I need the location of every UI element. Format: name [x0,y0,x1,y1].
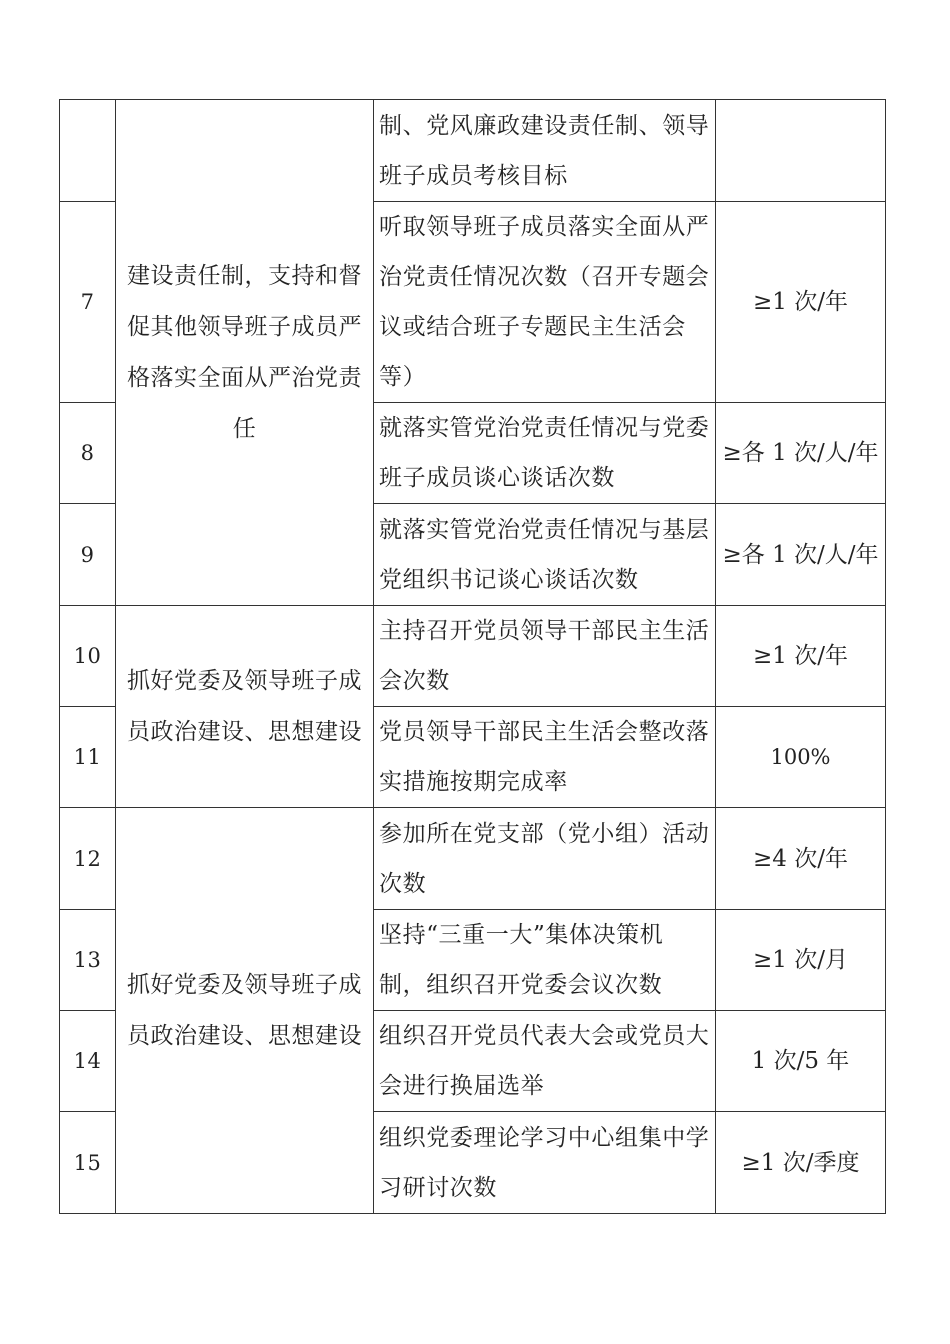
row-number: 10 [60,606,116,707]
responsibility-area: 抓好党委及领导班子成员政治建设、思想建设 [116,606,374,808]
standard-value: 1 次/5 年 [716,1011,886,1112]
standard-value: ≥1 次/年 [716,606,886,707]
indicator-text: 参加所在党支部（党小组）活动次数 [374,808,716,910]
standard-value: ≥1 次/年 [716,202,886,403]
indicator-text: 就落实管党治党责任情况与党委班子成员谈心谈话次数 [374,403,716,504]
indicator-text: 组织召开党员代表大会或党员大会进行换届选举 [374,1011,716,1112]
standard-value: ≥各 1 次/人/年 [716,403,886,504]
standard-value [716,100,886,202]
indicator-text: 听取领导班子成员落实全面从严治党责任情况次数（召开专题会议或结合班子专题民主生活会等） [374,202,716,403]
standard-value: 100% [716,707,886,808]
indicator-text: 党员领导干部民主生活会整改落实措施按期完成率 [374,707,716,808]
responsibility-area: 建设责任制，支持和督促其他领导班子成员严格落实全面从严治党责任 [116,100,374,606]
row-number: 14 [60,1011,116,1112]
table-row [60,808,886,910]
row-number: 7 [60,202,116,403]
standard-value: ≥1 次/月 [716,910,886,1011]
row-number: 15 [60,1112,116,1214]
indicator-text: 组织党委理论学习中心组集中学习研讨次数 [374,1112,716,1214]
indicator-text: 就落实管党治党责任情况与基层党组织书记谈心谈话次数 [374,504,716,606]
table-row [60,606,886,707]
row-number [60,100,116,202]
standard-value: ≥1 次/季度 [716,1112,886,1214]
indicator-text: 坚持“三重一大”集体决策机制，组织召开党委会议次数 [374,910,716,1011]
table-row [60,100,886,202]
row-number: 13 [60,910,116,1011]
indicator-table-page [59,99,885,1214]
indicator-text: 制、党风廉政建设责任制、领导班子成员考核目标 [374,100,716,202]
row-number: 8 [60,403,116,504]
row-number: 9 [60,504,116,606]
row-number: 12 [60,808,116,910]
standard-value: ≥4 次/年 [716,808,886,910]
responsibility-area: 抓好党委及领导班子成员政治建设、思想建设 [116,808,374,1214]
indicator-table [59,99,886,1214]
indicator-text: 主持召开党员领导干部民主生活会次数 [374,606,716,707]
standard-value: ≥各 1 次/人/年 [716,504,886,606]
row-number: 11 [60,707,116,808]
